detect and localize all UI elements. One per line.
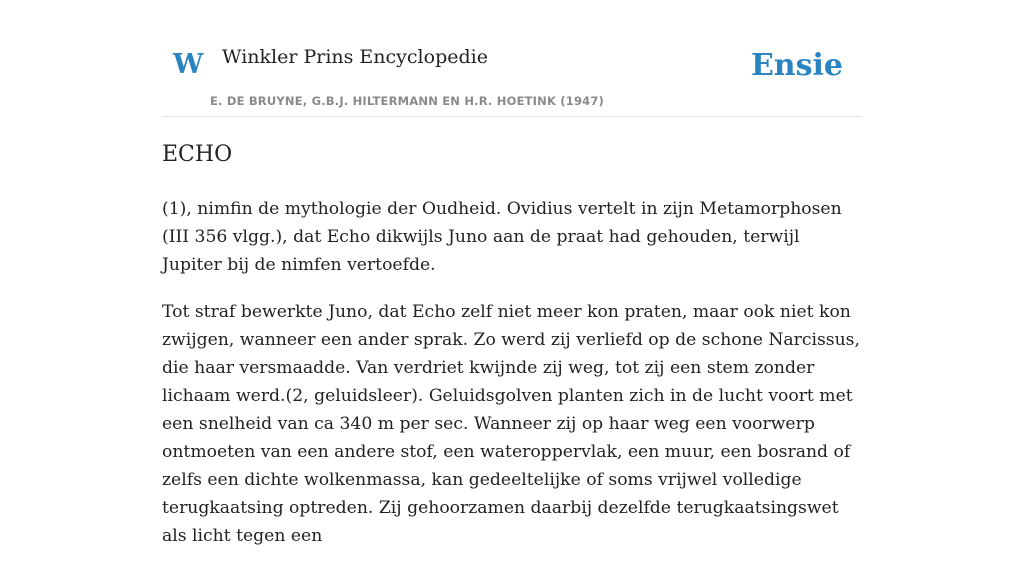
site-header: [162, 0, 862, 117]
publication-title[interactable]: Winkler Prins Encyclopedie: [222, 46, 488, 68]
article-paragraph: Tot straf bewerkte Juno, dat Echo zelf niet meer kon praten, maar ook niet kon zwijgen, wanneer een ander sprak. Zo werd zij verliefd op de schone Narcissus, die haar versmaadde. Van verdriet kwijnde zij weg, tot zij een stem zonder lichaam werd.(2, geluidsleer). Geluidsgolven planten zich in de lucht voort met een snelheid van ca 340 m per sec. Wanneer zij op haar weg een voorwerp ontmoeten van een andere stof, een wateroppervlak, een muur, een bosrand of zelfs een dichte wolkenmassa, kan gedeeltelijke of soms vrijwel volledige terugkaatsing optreden. Zij gehoorzamen daarbij dezelfde terugkaatsingswet als licht tegen een: [162, 302, 860, 546]
brand-logo[interactable]: Ensie: [750, 48, 843, 83]
article: [162, 140, 862, 569]
article-headword: ECHO: [162, 142, 233, 167]
article-paragraph: (1), nimfin de mythologie der Oudheid. Ovidius vertelt in zijn Metamorphosen (III 356 vlgg.), dat Echo dikwijls Juno aan de praat had gehouden, terwijl Jupiter bij de nimfen vertoefde.: [162, 199, 842, 275]
publication-logo[interactable]: W: [173, 49, 204, 80]
publication-authors: E. DE BRUYNE, G.B.J. HILTERMANN EN H.R. HOETINK (1947): [210, 94, 605, 108]
